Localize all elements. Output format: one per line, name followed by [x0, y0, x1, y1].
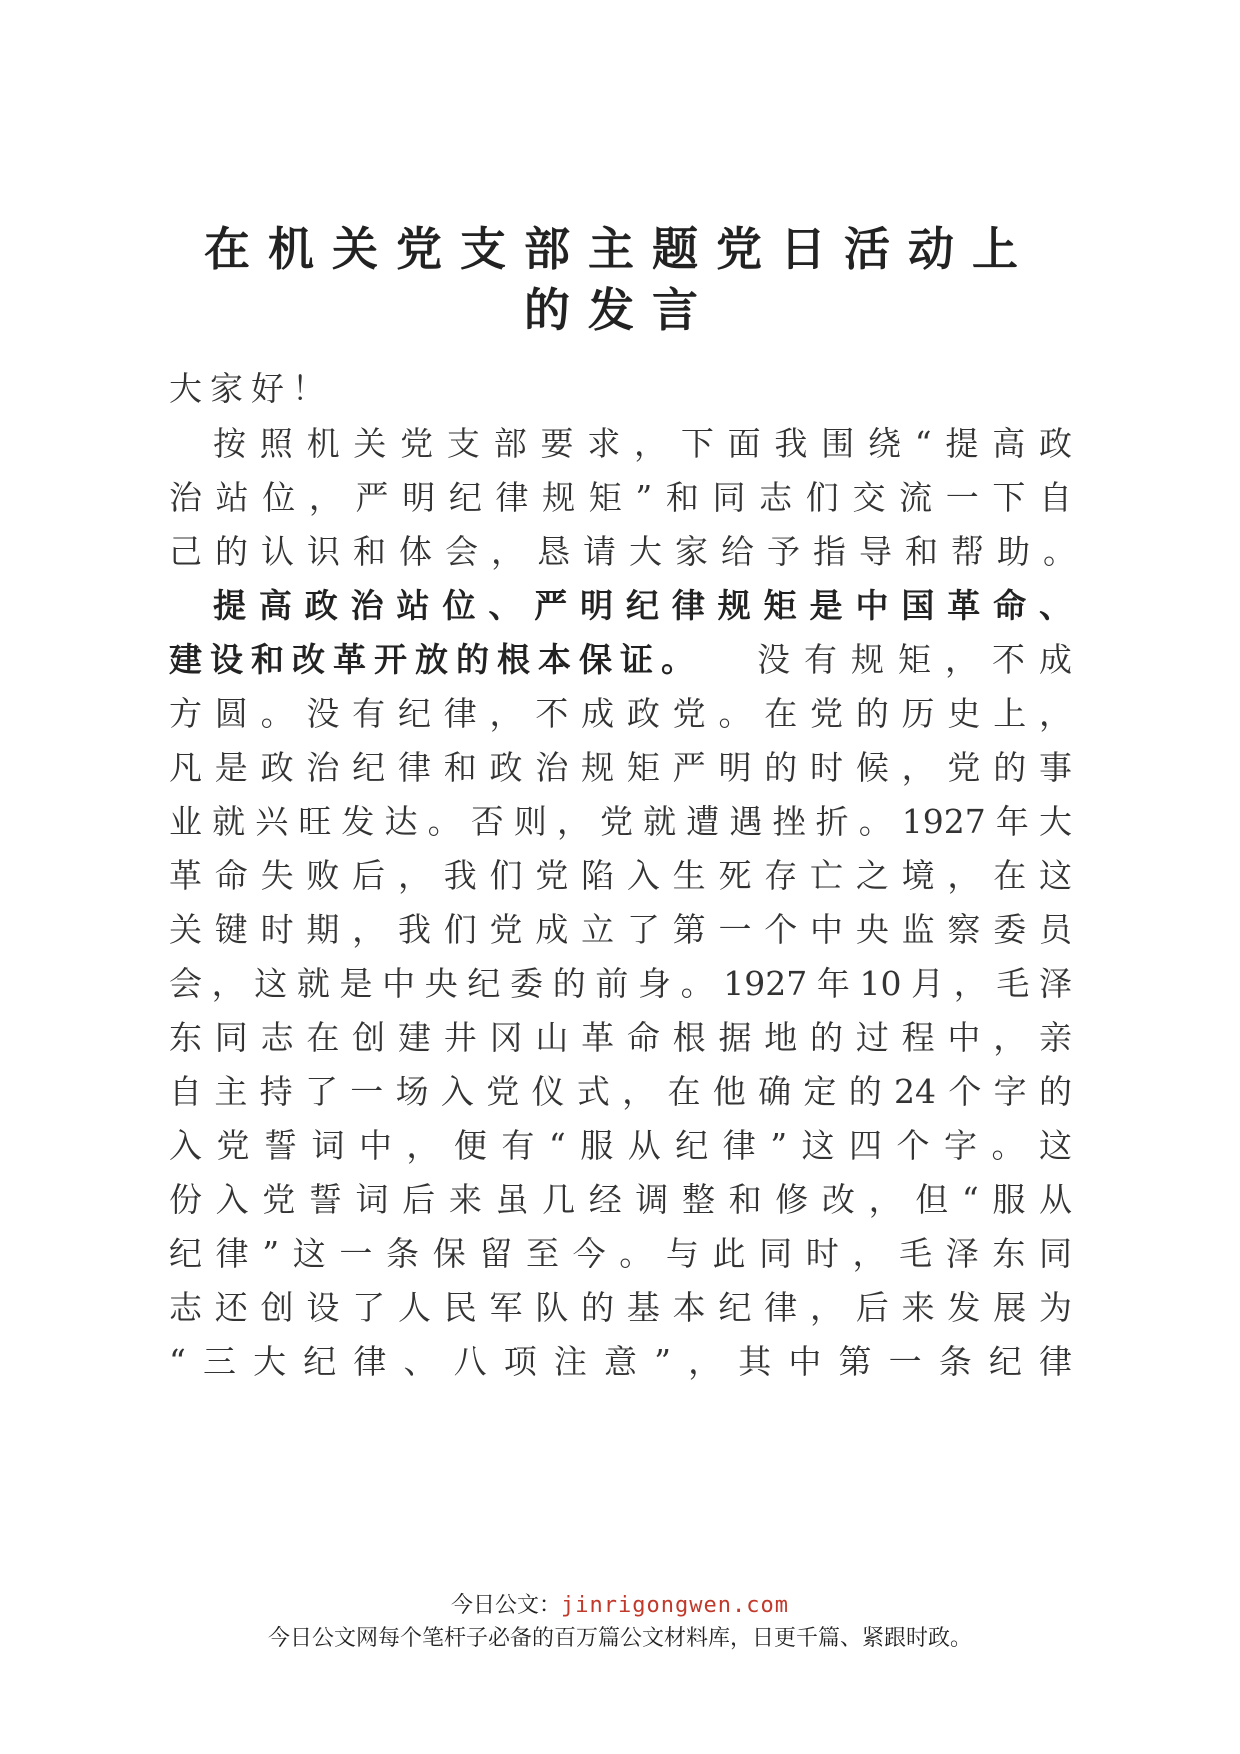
paragraph-line: 志还创设了人民军队的基本纪律，后来发展为: [169, 1288, 1072, 1327]
paragraph-line: 己的认识和体会，恳请大家给予指导和帮助。: [169, 532, 1089, 571]
paragraph-line: 入党誓词中，便有“服从纪律”这四个字。这: [169, 1126, 1072, 1165]
footer-site: [0, 1595, 1240, 1617]
paragraph-line: 方圆。没有纪律，不成政党。在党的历史上，: [169, 694, 1072, 733]
footer-site-link[interactable]: jinrigongwen.com: [561, 1593, 789, 1618]
paragraph-line: “三大纪律、八项注意”，其中第一条纪律: [169, 1342, 1072, 1381]
paragraph-line: 纪律”这一条保留至今。与此同时，毛泽东同: [169, 1234, 1072, 1273]
document-title-line-2: 的发言: [524, 283, 716, 337]
paragraph-line: 革命失败后，我们党陷入生死存亡之境，在这: [169, 856, 1072, 895]
paragraph-line: 关键时期，我们党成立了第一个中央监察委员: [169, 910, 1072, 949]
paragraph-line: 会，这就是中央纪委的前身。1927年10月，毛泽: [169, 964, 1072, 1003]
paragraph-line: 东同志在创建井冈山革命根据地的过程中，亲: [169, 1018, 1072, 1057]
paragraph-line: 业就兴旺发达。否则，党就遭遇挫折。1927年大: [169, 802, 1072, 841]
paragraph-line: 按照机关党支部要求，下面我围绕“提高政: [213, 424, 1072, 463]
greeting: 大家好！: [169, 369, 333, 408]
paragraph-line: 治站位，严明纪律规矩”和同志们交流一下自: [169, 478, 1072, 517]
paragraph-line: 自主持了一场入党仪式，在他确定的24个字的: [169, 1072, 1072, 1111]
bold-lead-text: 建设和改革开放的根本保证。: [169, 640, 702, 679]
paragraph-line-mixed: [169, 640, 1086, 679]
paragraph-line: 份入党誓词后来虽几经调整和修改，但“服从: [169, 1180, 1072, 1219]
document-title-line-1: 在机关党支部主题党日活动上: [204, 222, 1036, 276]
footer-site-label: 今日公文：: [451, 1593, 562, 1618]
paragraph-line-bold: 提高政治站位、严明纪律规矩是中国革命、: [213, 586, 1072, 625]
paragraph-line-tail: 没有规矩，不成: [757, 640, 1086, 679]
footer-slogan: 今日公文网每个笔杆子必备的百万篇公文材料库，日更千篇、紧跟时政。: [267, 1626, 972, 1651]
paragraph-line: 凡是政治纪律和政治规矩严明的时候，党的事: [169, 748, 1072, 787]
